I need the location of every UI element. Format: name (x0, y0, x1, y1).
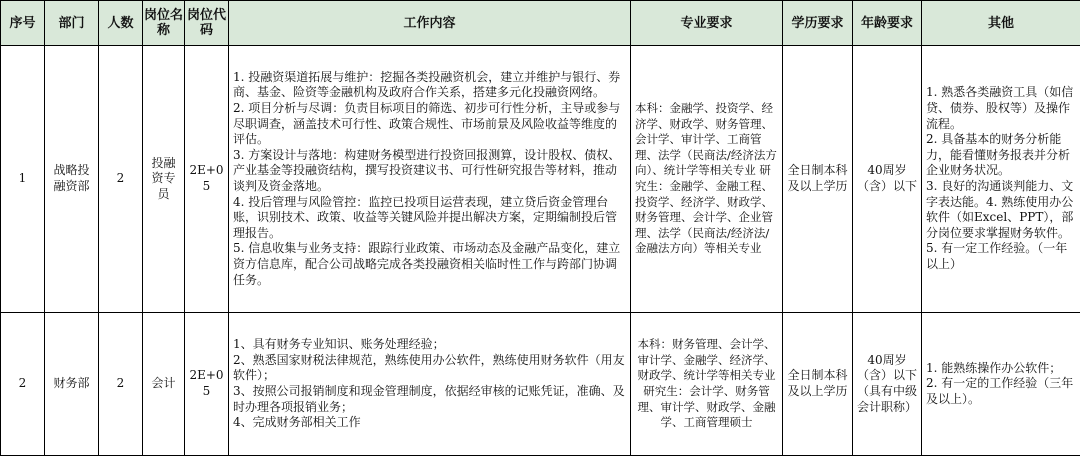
duty-item: 2. 项目分析与尽调：负责目标项目的筛选、初步可行性分析，主导或参与尽职调查，涵盖技术可行性、政策合规性、市场前景及风险收益等维度的评估。 (233, 101, 626, 148)
cell-duties (229, 46, 631, 313)
duty-item: 4、完成财务部相关工作 (233, 415, 626, 431)
cell-post-code: 2E+05 (185, 46, 229, 313)
cell-age: 40周岁（含）以下（具有中级会计职称） (853, 313, 922, 456)
other-item: 2. 有一定的工作经验（三年及以上）。 (926, 376, 1076, 407)
cell-major: 本科：财务管理、会计学、审计学、金融学、经济学、财政学、统计学等相关专业 研究生：会计学、财务管理、审计学、财政学、金融学、工商管理硕士 (631, 313, 783, 456)
header-age: 年龄要求 (853, 1, 922, 46)
cell-count: 2 (99, 46, 143, 313)
header-dept: 部门 (45, 1, 99, 46)
header-count: 人数 (99, 1, 143, 46)
cell-education: 全日制本科及以上学历 (783, 313, 853, 456)
cell-major: 本科：金融学、投资学、经济学、财政学、财务管理、会计学、审计学、工商管理、法学（民商法/经济法方向）、统计学等相关专业 研究生：金融学、金融工程、投资学、经济学、财政学、财务管理、会计学、企业管理、法学（民商法/经济法/金融法方向）等相关专业 (631, 46, 783, 313)
other-item: 1. 熟悉各类融资工具（如信贷、债券、股权等）及操作流程。 (926, 85, 1076, 132)
cell-other (922, 46, 1080, 313)
table-row (1, 313, 1080, 456)
cell-dept: 战略投融资部 (45, 46, 99, 313)
duty-item: 5. 信息收集与业务支持：跟踪行业政策、市场动态及金融产品变化，建立资方信息库，配合公司战略完成各类投融资相关临时性工作与跨部门协调任务。 (233, 241, 626, 288)
header-post-name: 岗位名称 (143, 1, 185, 46)
cell-post-name: 会计 (143, 313, 185, 456)
cell-age: 40周岁（含）以下 (853, 46, 922, 313)
cell-post-name: 投融资专员 (143, 46, 185, 313)
other-item: 5. 有一定工作经验。（一年以上） (926, 241, 1076, 272)
duty-item: 3、按照公司报销制度和现金管理制度，依据经审核的记账凭证，准确、及时办理各项报销业务； (233, 384, 626, 415)
duty-item: 4. 投后管理与风险管控：监控已投项目运营表现，建立贷后资金管理台账，识别技术、政策、收益等关键风险并提出解决方案，定期编制投后管理报告。 (233, 195, 626, 242)
header-other: 其他 (922, 1, 1080, 46)
cell-seq: 2 (1, 313, 45, 456)
header-row (1, 1, 1080, 46)
other-item: 2. 具备基本的财务分析能力，能看懂财务报表并分析企业财务状况。 (926, 132, 1076, 179)
header-major: 专业要求 (631, 1, 783, 46)
cell-dept: 财务部 (45, 313, 99, 456)
duty-item: 1、具有财务专业知识、账务处理经验； (233, 337, 626, 353)
cell-seq: 1 (1, 46, 45, 313)
cell-duties (229, 313, 631, 456)
header-seq: 序号 (1, 1, 45, 46)
duty-item: 1. 投融资渠道拓展与维护：挖掘各类投融资机会，建立并维护与银行、券商、基金、险资等金融机构及政府合作关系，搭建多元化投融资网络。 (233, 70, 626, 101)
header-post-code: 岗位代码 (185, 1, 229, 46)
table-row (1, 46, 1080, 313)
header-duties: 工作内容 (229, 1, 631, 46)
header-education: 学历要求 (783, 1, 853, 46)
cell-other (922, 313, 1080, 456)
duty-item: 3. 方案设计与落地：构建财务模型进行投资回报测算，设计股权、债权、产业基金等投融资结构，撰写投资建议书、可行性研究报告等材料，推动谈判及资金落地。 (233, 148, 626, 195)
cell-count: 2 (99, 313, 143, 456)
cell-post-code: 2E+05 (185, 313, 229, 456)
cell-education: 全日制本科及以上学历 (783, 46, 853, 313)
other-item: 3. 良好的沟通谈判能力、文字表达能。4. 熟练使用办公软件（如Excel、PPT），部分岗位要求掌握财务软件。 (926, 179, 1076, 241)
other-item: 1. 能熟练操作办公软件； (926, 361, 1076, 377)
duty-item: 2、熟悉国家财税法律规范，熟练使用办公软件，熟练使用财务软件（用友软件）； (233, 353, 626, 384)
